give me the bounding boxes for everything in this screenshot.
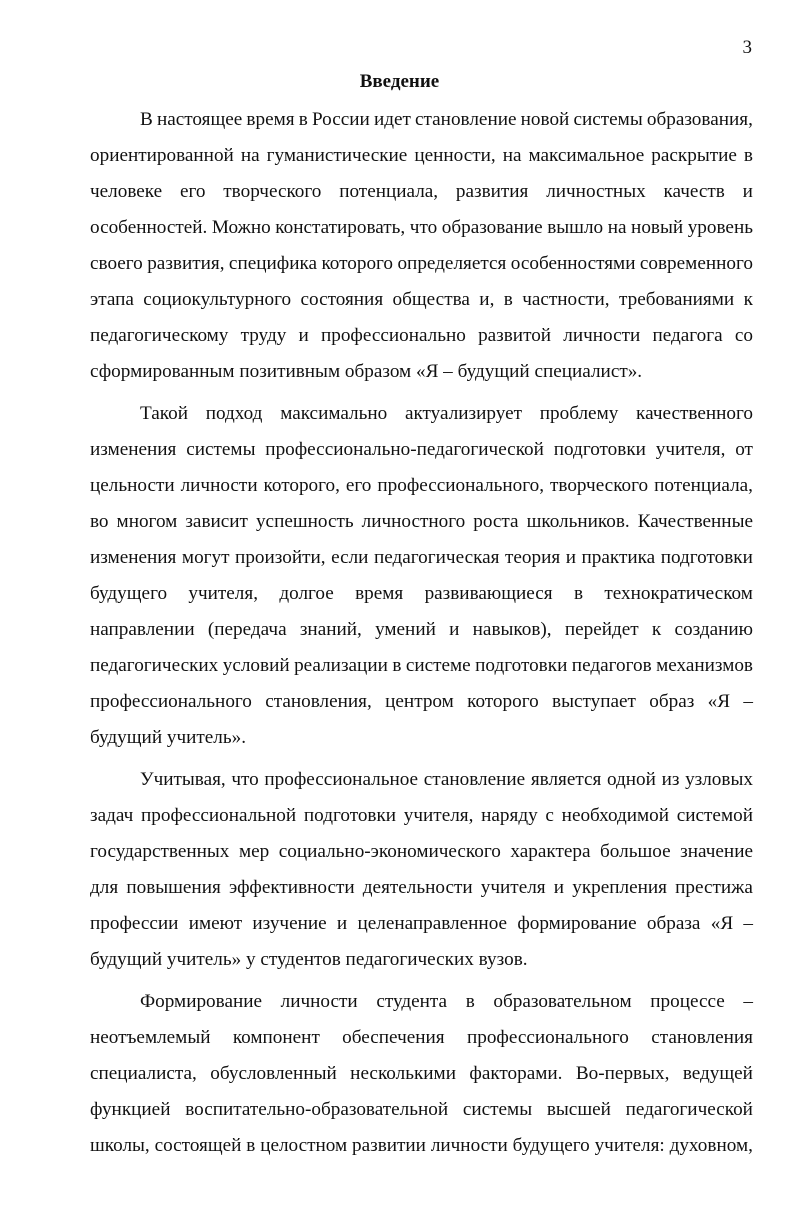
word: – [743,991,753,1012]
word: состоящей [154,1135,242,1156]
word: подготовки [475,655,568,676]
word: практика [581,547,656,568]
word: в [573,583,584,604]
word: учителя, [188,583,259,604]
word: мер [238,841,270,862]
word: труду [240,325,287,346]
word: раскрытие [651,145,737,166]
word: целенаправленное [357,913,508,934]
word: педагога [652,325,723,346]
word: развивающиеся [424,583,553,604]
word: личностного [361,511,466,532]
word: технократическом [604,583,753,604]
word: личностных [546,181,646,202]
word: характера [510,841,591,862]
text-line [90,1092,753,1128]
text-line [90,942,753,978]
word: этапа [90,289,134,310]
word: наряду [481,805,538,826]
text-line [90,1128,753,1164]
word: навыков), [472,619,552,640]
word: реализации [294,655,388,676]
word: профессиональной [140,805,297,826]
word: своего [90,253,143,274]
word: профессионального [466,1027,629,1048]
word: и [553,877,565,898]
word: профессиональное [264,769,419,790]
word: имеют [188,913,243,934]
word: идет [373,109,411,130]
word: механизмов [656,655,753,676]
word: процессе [650,991,725,1012]
word: к [651,619,662,640]
text-line [90,684,753,720]
word: и, [479,289,495,310]
word: и [742,181,753,202]
word: системой [676,805,753,826]
word: потенциала, [654,475,753,496]
word: общества [392,289,470,310]
text-line [90,1020,753,1056]
word: профессионально [320,325,466,346]
word: задач [90,805,134,826]
word: констатировать, [275,217,406,238]
word: педагогических [90,655,219,676]
word: школьников. [526,511,630,532]
word: время [246,109,295,130]
word: изменения [90,547,177,568]
word: в [246,1135,256,1156]
word: новый [631,217,684,238]
word: функцией [90,1099,171,1120]
line-text: сформированным позитивным образом «Я – будущий специалист». [90,361,643,382]
word: на [607,217,627,238]
word: становления, [265,691,372,712]
text-line [90,246,753,282]
word: ценности, [414,145,496,166]
word: которого, [263,475,340,496]
word: качеств [663,181,725,202]
text-line [90,138,753,174]
text-line [90,762,753,798]
text-line [90,540,753,576]
text-line [90,648,753,684]
word: педагогическому [90,325,229,346]
word: теория [504,547,561,568]
word: максимально [280,403,388,424]
text-line [90,798,753,834]
word: состояния [300,289,384,310]
word: от [735,439,753,460]
word: образа [646,913,701,934]
word: личности [430,1135,508,1156]
word: умений [375,619,436,640]
word: в [392,655,402,676]
word: в [743,145,753,166]
word: и [449,619,460,640]
word: подготовки [660,547,753,568]
word: Формирование [140,991,263,1012]
page-number: 3 [742,37,752,58]
word: образование [441,217,543,238]
word: для [90,877,119,898]
word: Такой [140,403,188,424]
word: обусловленный [210,1063,337,1084]
word: вышло [547,217,604,238]
word: становление [423,769,526,790]
word: его [345,475,372,496]
text-line [90,318,753,354]
word: гуманистические [266,145,408,166]
text-line [90,870,753,906]
word: узловых [685,769,753,790]
text-line [90,468,753,504]
word: если [331,547,369,568]
word: творческого [223,181,322,202]
word: которого [321,253,394,274]
word: обеспечения [342,1027,445,1048]
text-line [90,354,753,390]
word: личности [280,991,358,1012]
text-line [90,102,753,138]
word: выступает [552,691,636,712]
word: Во-первых, [575,1063,670,1084]
word: на [502,145,522,166]
word: профессии [90,913,179,934]
word: системы [573,109,643,130]
word: Можно [211,217,271,238]
word: и [298,325,309,346]
word: личности [563,325,641,346]
word: условий [222,655,290,676]
word: в [503,289,513,310]
word: образ [649,691,695,712]
word: эффективности [228,877,355,898]
word: духовном, [669,1135,753,1156]
word: специалиста, [90,1063,197,1084]
text-line [90,210,753,246]
word: потенциала, [339,181,439,202]
word: системы [462,1099,533,1120]
word: большое [600,841,671,862]
word: роста [473,511,519,532]
word: его [179,181,206,202]
word: особенностей. [90,217,208,238]
word: которого [467,691,539,712]
word: формирование [517,913,637,934]
word: и [336,913,348,934]
word: ориентированной [90,145,234,166]
word: развитии [352,1135,426,1156]
line-text: будущий учитель». [90,727,247,748]
word: личности [180,475,258,496]
word: зависит [185,511,248,532]
word: учителя, [655,439,726,460]
line-text: будущий учитель» у студентов педагогических вузов. [90,949,528,970]
word: целостном [260,1135,348,1156]
word: «Я [710,913,734,934]
word: центром [385,691,454,712]
word: России [311,109,370,130]
word: педагогической [625,1099,753,1120]
word: время [355,583,404,604]
word: максимальное [528,145,645,166]
word: деятельности [362,877,473,898]
word: настоящее [156,109,243,130]
word: профессионального, [377,475,545,496]
word: «Я [707,691,731,712]
word: особенностями [510,253,636,274]
word: несколькими [350,1063,456,1084]
word: становление [415,109,517,130]
word: современного [639,253,753,274]
word: высшей [546,1099,611,1120]
word: долгое [279,583,334,604]
word: социально-экономического [278,841,501,862]
word: – [743,913,753,934]
word: будущего [512,1135,590,1156]
word: цельности [90,475,175,496]
text-line [90,1056,753,1092]
word: воспитательно-образовательной [185,1099,449,1120]
word: образовательном [493,991,632,1012]
word: Качественные [637,511,753,532]
word: развитой [478,325,552,346]
word: государственных [90,841,230,862]
word: является [530,769,602,790]
text-line [90,576,753,612]
text-line [90,612,753,648]
word: школы, [90,1135,150,1156]
word: созданию [674,619,753,640]
word: на [240,145,260,166]
word: требованиями [618,289,735,310]
word: в [298,109,308,130]
text-line [90,174,753,210]
word: определяется [397,253,507,274]
word: качественного [636,403,753,424]
word: развития, [147,253,225,274]
text-line [90,282,753,318]
word: специфика [228,253,318,274]
word: становления [651,1027,753,1048]
word: неотъемлемый [90,1027,211,1048]
document-body [90,102,753,1164]
word: укрепления [572,877,667,898]
word: и [565,547,576,568]
word: из [661,769,680,790]
word: образования, [646,109,753,130]
word: престижа [675,877,753,898]
word: профессионально-педагогической [265,439,544,460]
word: будущего [90,583,168,604]
word: социокультурного [143,289,292,310]
word: успешность [255,511,354,532]
word: актуализирует [404,403,522,424]
word: проблему [539,403,619,424]
word: знаний, [299,619,362,640]
word: что [409,217,438,238]
text-line [90,504,753,540]
word: факторами. [469,1063,563,1084]
word: системы [186,439,256,460]
word: развития [455,181,529,202]
word: перейдет [564,619,639,640]
word: педагогов [571,655,652,676]
word: необходимой [561,805,670,826]
word: многом [116,511,178,532]
word: в [465,991,475,1012]
word: педагогическая [373,547,500,568]
word: значение [680,841,753,862]
text-line [90,432,753,468]
word: компонент [232,1027,320,1048]
page-title: Введение [359,71,440,92]
word: могут [181,547,230,568]
word: учителя [480,877,546,898]
word: подход [205,403,263,424]
word: ведущей [682,1063,753,1084]
word: учителя, [403,805,474,826]
word: новой [520,109,570,130]
word: изменения [90,439,177,460]
word: произойти, [235,547,326,568]
word: повышения [126,877,221,898]
word: изучение [252,913,327,934]
word: частности, [522,289,610,310]
word: со [734,325,753,346]
word: – [743,691,753,712]
word: направлении [90,619,195,640]
word: Учитывая, [140,769,226,790]
word: подготовки [303,805,397,826]
text-line [90,906,753,942]
word: человеке [90,181,163,202]
word: одной [606,769,656,790]
text-line [90,834,753,870]
text-line [90,396,753,432]
word: творческого [550,475,649,496]
word: профессионального [90,691,252,712]
word: уровень [687,217,753,238]
word: (передача [207,619,287,640]
word: системе [405,655,471,676]
word: к [743,289,753,310]
text-line [90,984,753,1020]
word: В [140,109,153,130]
word: с [545,805,554,826]
word: подготовки [553,439,646,460]
text-line [90,720,753,756]
word: студента [376,991,448,1012]
word: во [90,511,109,532]
word: что [231,769,259,790]
word: учителя: [594,1135,665,1156]
